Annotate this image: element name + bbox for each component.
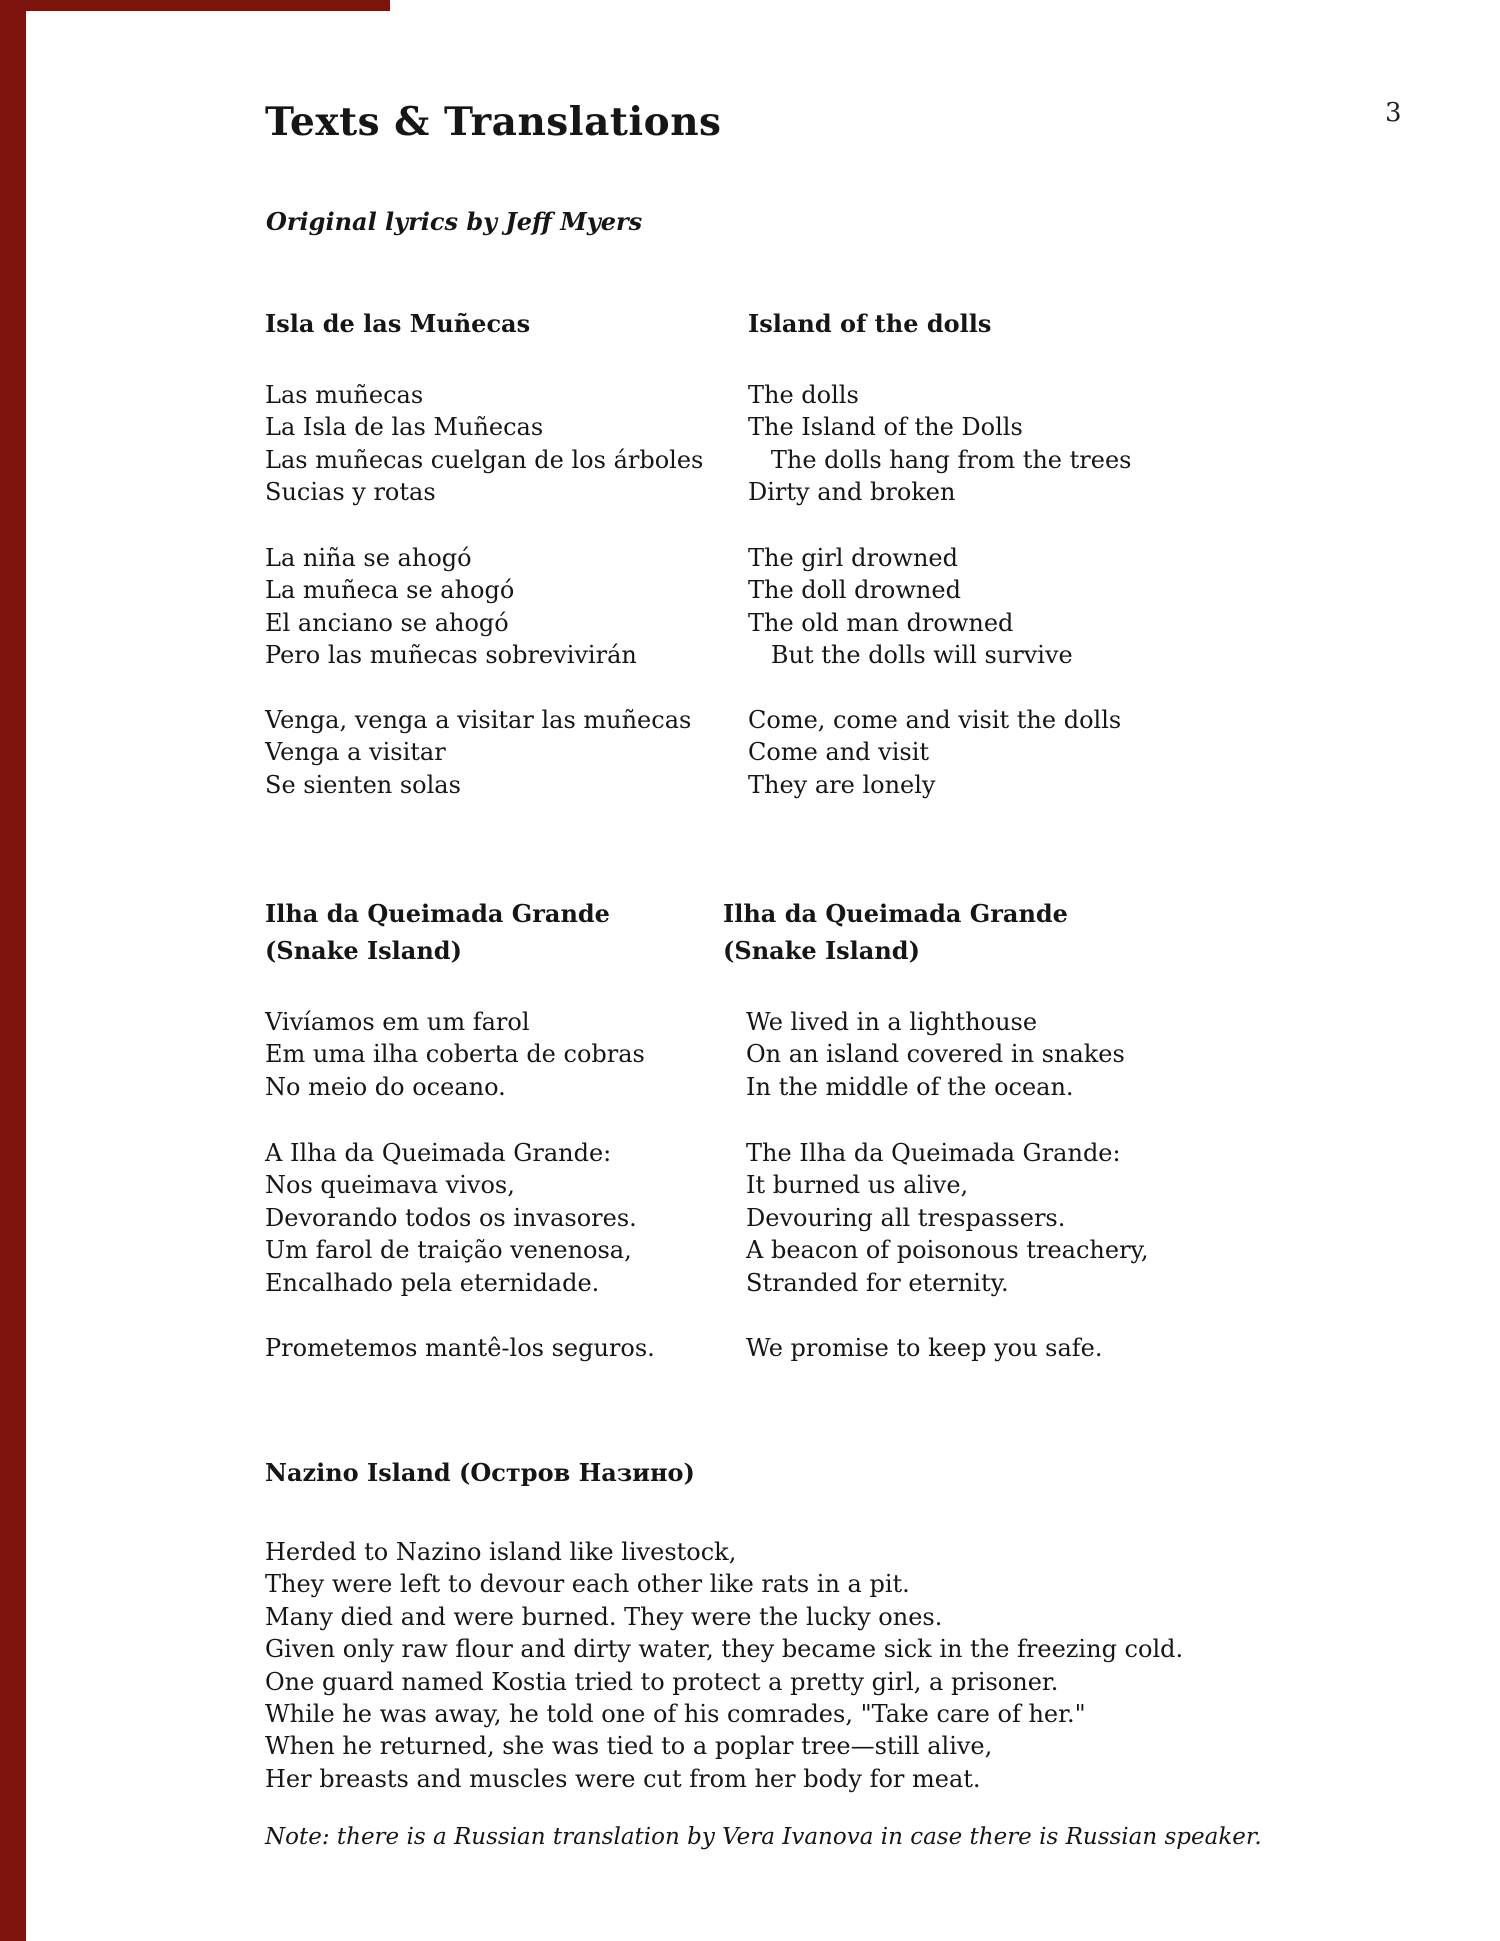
section-title-dolls-english: Island of the dolls: [748, 309, 992, 338]
text-line: When he returned, she was tied to a poplar tree—still alive,: [265, 1732, 993, 1761]
text-line: Pero las muñecas sobrevivirán: [265, 641, 637, 670]
snake-stanza-2-english: [746, 1137, 1149, 1299]
text-line: La Isla de las Muñecas: [265, 413, 544, 442]
text-line: Dirty and broken: [748, 478, 956, 507]
text-line: The doll drowned: [748, 576, 961, 605]
snake-stanza-1-english: [746, 1006, 1125, 1103]
text-line: The dolls: [748, 381, 859, 409]
page-number: 3: [1385, 98, 1402, 128]
text-line: La muñeca se ahogó: [265, 576, 515, 605]
text-line: Las muñecas: [265, 381, 424, 409]
text-line: La niña se ahogó: [265, 544, 472, 572]
top-edge-red-trim: [0, 0, 390, 11]
text-line: Vivíamos em um farol: [265, 1008, 530, 1036]
text-line: We promise to keep you safe.: [746, 1334, 1103, 1362]
text-line: Devouring all trespassers.: [746, 1203, 1066, 1232]
left-edge-red-trim: [0, 0, 26, 1941]
text-line: While he was away, he told one of his comrades, "Take care of her.": [265, 1700, 1086, 1729]
text-line: In the middle of the ocean.: [746, 1072, 1074, 1101]
dolls-stanza-3-english: [748, 704, 1121, 801]
text-line: Stranded for eternity.: [746, 1268, 1009, 1297]
text-line: Venga, venga a visitar las muñecas: [265, 706, 692, 734]
text-line: We lived in a lighthouse: [746, 1008, 1038, 1036]
page-title: Texts & Translations: [265, 99, 722, 145]
text-line: Come and visit: [748, 738, 930, 767]
dolls-stanza-1-english: [748, 379, 1131, 509]
dolls-stanza-1-spanish: [265, 379, 703, 509]
text-line: Come, come and visit the dolls: [748, 706, 1122, 734]
text-line: Many died and were burned. They were the lucky ones.: [265, 1602, 943, 1631]
text-line: Se sienten solas: [265, 770, 461, 799]
snake-stanza-3-english: [746, 1332, 1103, 1364]
text-line: The dolls hang from the trees: [748, 445, 1132, 474]
text-line: No meio do oceano.: [265, 1072, 506, 1101]
russian-translation-note: Note: there is a Russian translation by Vera Ivanova in case there is Russian speaker.: [265, 1824, 1262, 1850]
lyrics-credit: Original lyrics by Jeff Myers: [266, 207, 643, 236]
text-line: Um farol de traição venenosa,: [265, 1236, 632, 1265]
text-line: Sucias y rotas: [265, 478, 436, 507]
text-line: The Island of the Dolls: [748, 413, 1023, 442]
text-line: Devorando todos os invasores.: [265, 1203, 637, 1232]
section-title-snake-english: [723, 895, 1068, 969]
nazino-paragraph: [265, 1536, 1183, 1795]
text-line: Em uma ilha coberta de cobras: [265, 1040, 645, 1069]
text-line: A Ilha da Queimada Grande:: [265, 1139, 612, 1167]
snake-stanza-3-portuguese: [265, 1332, 655, 1364]
text-line: Prometemos mantê-los seguros.: [265, 1334, 655, 1362]
text-line: (Snake Island): [723, 936, 920, 965]
text-line: Venga a visitar: [265, 738, 446, 767]
text-line: The girl drowned: [748, 544, 958, 572]
dolls-stanza-2-english: [748, 542, 1073, 672]
snake-stanza-2-portuguese: [265, 1137, 637, 1299]
dolls-stanza-3-spanish: [265, 704, 691, 801]
text-line: The old man drowned: [748, 608, 1014, 637]
text-line: But the dolls will survive: [748, 641, 1073, 670]
text-line: On an island covered in snakes: [746, 1040, 1125, 1069]
text-line: Her breasts and muscles were cut from her body for meat.: [265, 1764, 981, 1793]
text-line: Las muñecas cuelgan de los árboles: [265, 445, 704, 474]
text-line: Encalhado pela eternidade.: [265, 1268, 600, 1297]
section-title-dolls-spanish: Isla de las Muñecas: [265, 309, 531, 338]
text-line: One guard named Kostia tried to protect a pretty girl, a prisoner.: [265, 1667, 1059, 1696]
text-line: (Snake Island): [265, 936, 462, 965]
text-line: A beacon of poisonous treachery,: [746, 1236, 1149, 1265]
section-title-snake-portuguese: [265, 895, 610, 969]
text-line: They are lonely: [748, 770, 936, 799]
section-title-nazino: Nazino Island (Остров Назино): [265, 1458, 695, 1487]
text-line: Ilha da Queimada Grande: [265, 899, 610, 928]
snake-stanza-1-portuguese: [265, 1006, 645, 1103]
text-line: Ilha da Queimada Grande: [723, 899, 1068, 928]
text-line: Nos queimava vivos,: [265, 1171, 515, 1200]
text-line: It burned us alive,: [746, 1171, 969, 1200]
text-line: The Ilha da Queimada Grande:: [746, 1139, 1121, 1167]
text-line: They were left to devour each other like rats in a pit.: [265, 1570, 910, 1599]
text-line: Herded to Nazino island like livestock,: [265, 1538, 737, 1566]
dolls-stanza-2-spanish: [265, 542, 637, 672]
text-line: El anciano se ahogó: [265, 608, 509, 637]
text-line: Given only raw flour and dirty water, they became sick in the freezing cold.: [265, 1635, 1184, 1664]
